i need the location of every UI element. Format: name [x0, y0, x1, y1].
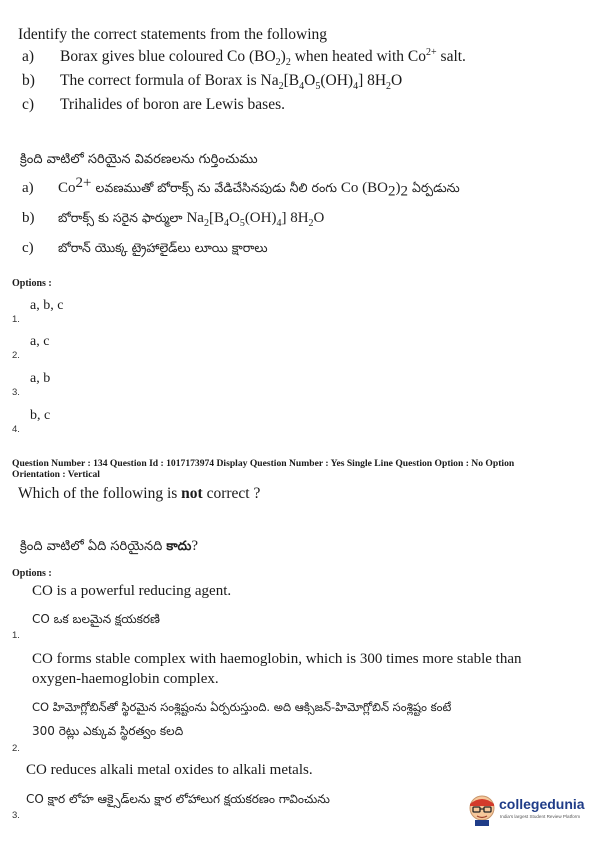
statement-c: c) Trihalides of boron are Lewis bases.: [22, 96, 285, 113]
options-label-2: Options :: [12, 568, 52, 579]
option-4-number: 4.: [12, 424, 20, 435]
brand-name: collegedunia: [499, 796, 585, 812]
option-2-number: 2.: [12, 350, 20, 361]
mascot-icon: [465, 792, 499, 826]
q2-option-2-te-line2: 300 రెట్లు ఎక్కువ స్థిరత్వం కలది: [32, 724, 184, 738]
brand-tagline: India's largest Student Review Platform: [500, 814, 581, 819]
q2-option-1-number: 1.: [12, 630, 20, 641]
q2-option-1-te: CO ఒక బలమైన క్షయకరణి: [32, 612, 160, 626]
telugu-prompt-1: క్రింది వాటిలో సరియైన వివరణలను గుర్తించుము: [20, 152, 258, 167]
q2-option-2-te-line1: CO హిమోగ్లోబిన్‌తో స్థిరమైన సంశ్లిష్టంను ఏర్పరుస్తుంది. అది ఆక్సిజన్-హిమోగ్లోబిన్ సంశ్లిష్టం కంటే: [32, 700, 452, 714]
options-label-1: Options :: [12, 278, 52, 289]
option-3-number: 3.: [12, 387, 20, 398]
q2-option-3-en: CO reduces alkali metal oxides to alkali metals.: [26, 762, 313, 778]
option-1-text: a, b, c: [30, 298, 64, 313]
question-2-prompt: Which of the following is not correct ?: [18, 485, 261, 502]
telugu-prompt-2: క్రింది వాటిలో ఏది సరియైనది కాదు?: [20, 538, 199, 554]
question-1-prompt: Identify the correct statements from the following: [18, 26, 328, 43]
statement-b: b) The correct formula of Borax is $Na_2[B_4O_5(OH)_4]$ $8H_2O$: [22, 72, 403, 93]
q2-option-3-number: 3.: [12, 810, 20, 821]
q2-option-2-number: 2.: [12, 743, 20, 754]
option-3-text: a, b: [30, 371, 51, 386]
q2-option-1-en: CO is a powerful reducing agent.: [32, 583, 232, 599]
option-1-number: 1.: [12, 314, 20, 325]
telugu-statement-b: b) బోరాక్స్ కు సరైన ఫార్ములా $Na_2[B_4O_5(OH)_4]$ $8H_2O$: [22, 210, 325, 229]
q2-option-2-en: CO forms stable complex with haemoglobin, which is 300 times more stable than oxygen-haemoglobin complex.: [32, 651, 522, 687]
telugu-statement-a: a) $Co^{2+}$ లవణముతో బోరాక్స్ ను వేడిచేసినపుడు నీలి రంగు Co $(BO_2)_2$ ఏర్పడును: [22, 174, 460, 200]
q2-option-3-te: CO క్షార లోహ ఆక్సైడ్‌లను క్షార లోహాలుగ క్షయకరణం గావించును: [26, 792, 330, 806]
collegedunia-logo: [465, 792, 587, 828]
telugu-statement-c: c) బోరాన్ యొక్క ట్రైహాలైడ్‌లు లూయి క్షారాలు: [22, 240, 268, 256]
option-4-text: b, c: [30, 408, 51, 423]
statement-a: a) Borax gives blue coloured Co $(BO_2)_2$ when heated with $Co^{2+}$ salt.: [22, 46, 466, 69]
question-2-meta: Question Number : 134 Question Id : 1017173974 Display Question Number : Yes Single Line Question Option : No Option Orientation : Vertical: [12, 458, 515, 480]
option-2-text: a, c: [30, 334, 50, 349]
